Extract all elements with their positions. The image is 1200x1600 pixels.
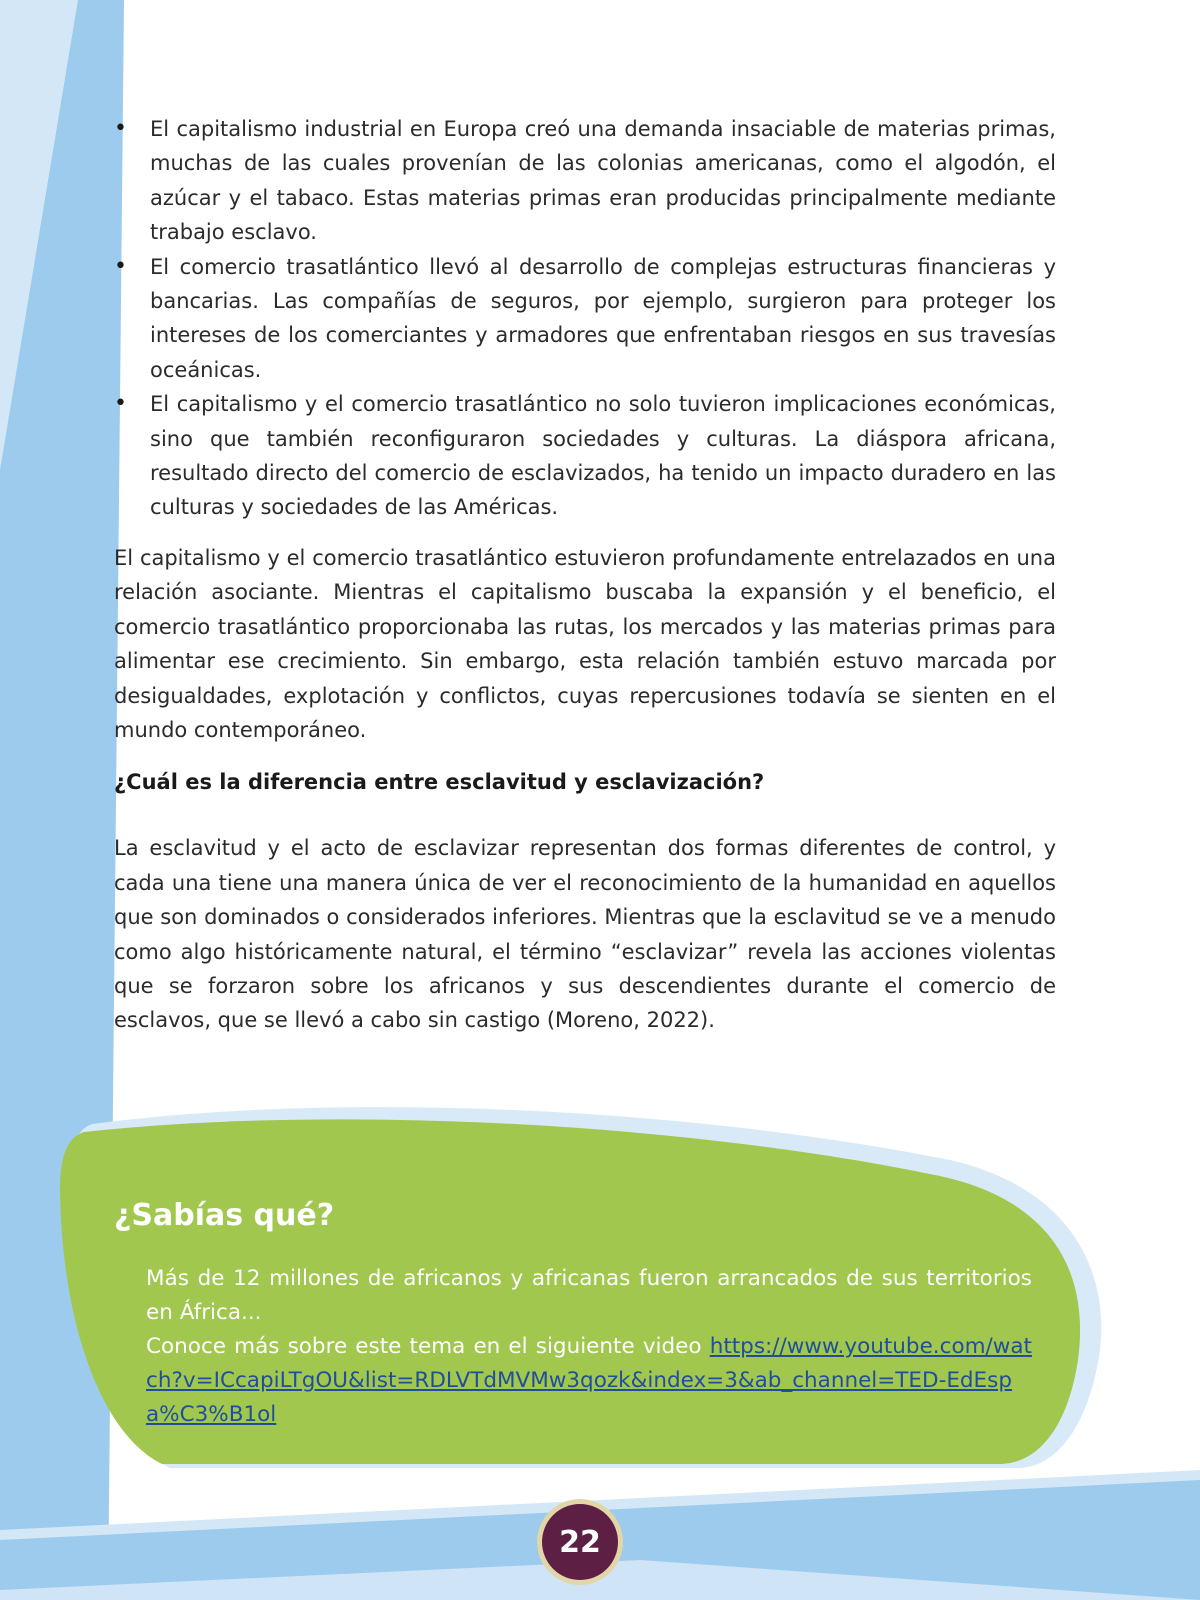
bullet-list (114, 112, 1056, 525)
page-number-badge: 22 (542, 1504, 618, 1580)
list-item: • El capitalismo y el comercio trasatlántico no solo tuvieron implicaciones económicas, sino que también reconfiguraron sociedades y culturas. La diáspora africana, resultado directo del comercio de esclavizados, ha tenido un impacto duradero en las culturas y sociedades de las Américas. (114, 387, 1056, 525)
callout-video-prefix: Conoce más sobre este tema en el siguiente video (146, 1334, 710, 1359)
list-item: • El capitalismo industrial en Europa creó una demanda insaciable de materias primas, muchas de las cuales provenían de las colonias americanas, como el algodón, el azúcar y el tabaco. Estas materias primas eran producidas principalmente mediante trabajo esclavo. (114, 112, 1056, 250)
callout-title: ¿Sabías qué? (114, 1198, 335, 1233)
callout-body (146, 1262, 1032, 1432)
callout-video-line (146, 1330, 1032, 1432)
paragraph-slavery: La esclavitud y el acto de esclavizar representan dos formas diferentes de control, y cada una tiene una manera única de ver el reconocimiento de la humanidad en aquellos que son dominados o considerados inferiores. Mientras que la esclavitud se ve a menudo como algo históricamente natural, el término “esclavizar” revela las acciones violentas que se forzaron sobre los africanos y sus descendientes durante el comercio de esclavos, que se llevó a cabo sin castigo (Moreno, 2022). (114, 836, 1056, 1033)
list-item: • El comercio trasatlántico llevó al desarrollo de complejas estructuras financieras y bancarias. Las compañías de seguros, por ejemplo, surgieron para proteger los intereses de los comerciantes y armadores que enfrentaban riesgos en sus travesías oceánicas. (114, 250, 1056, 388)
paragraph-capitalism: El capitalismo y el comercio trasatlántico estuvieron profundamente entrelazados en una relación asociante. Mientras el capitalismo buscaba la expansión y el beneficio, el comercio trasatlántico proporcionaba las rutas, los mercados y las materias primas para alimentar ese crecimiento. Sin embargo, esta relación también estuvo marcada por desigualdades, explotación y conflictos, cuyas repercusiones todavía se sienten en el mundo contemporáneo. (114, 545, 1056, 742)
main-content (114, 112, 1056, 1038)
section-heading: ¿Cuál es la diferencia entre esclavitud y esclavización? (114, 770, 765, 795)
video-link[interactable]: https://www.youtube.com/watch?v=ICcapiLTgOU&list=RDLVTdMVMw3qozk&index=3&ab_channel=TED-EdEspa%C3%B1ol (146, 1334, 1032, 1427)
callout-fact: Más de 12 millones de africanos y africanas fueron arrancados de sus territorios en África... (146, 1266, 1032, 1325)
